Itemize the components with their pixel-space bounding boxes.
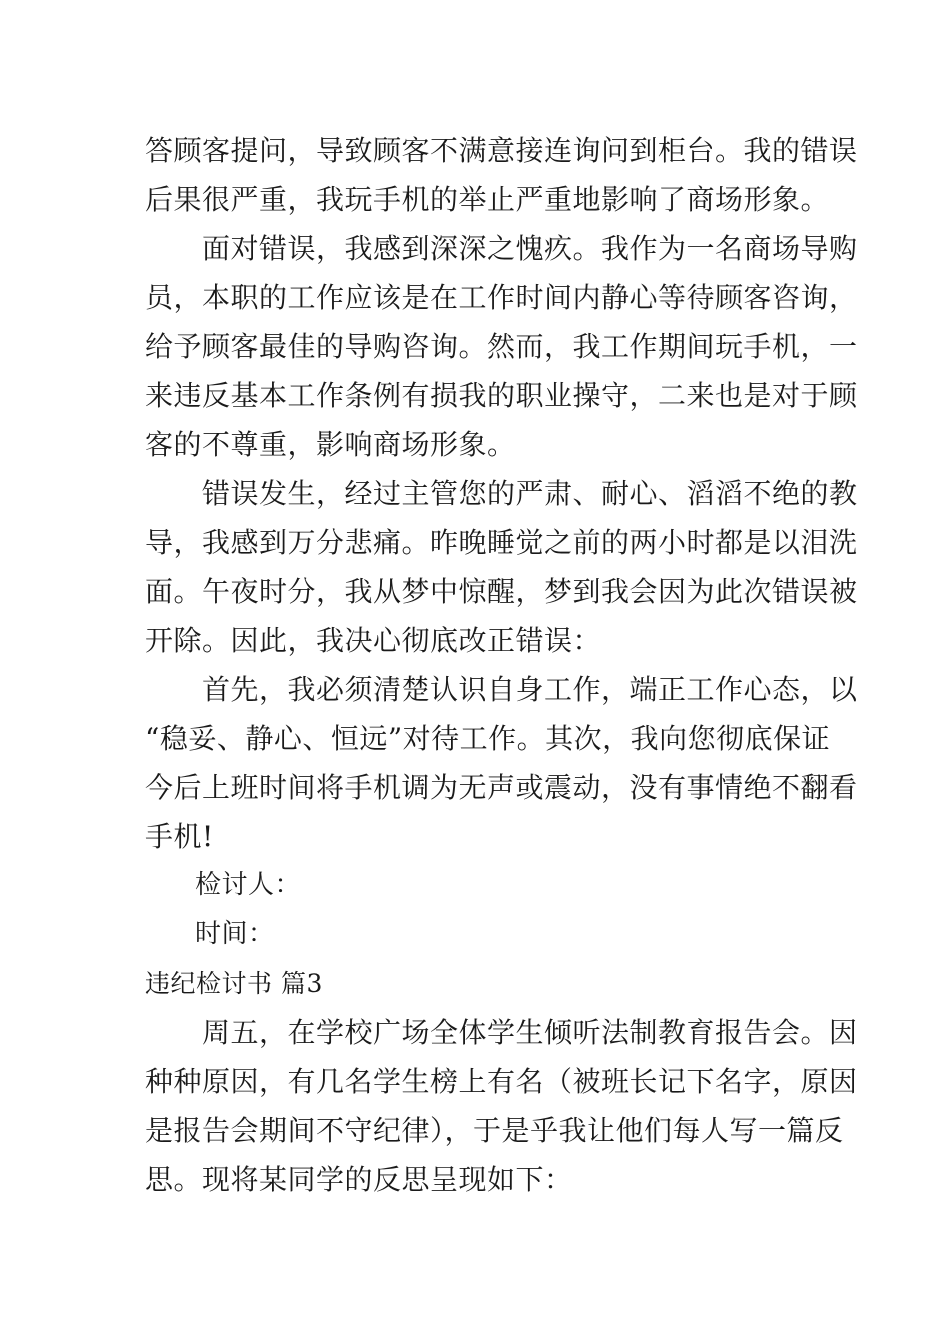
author-label: 检讨人： [195,870,302,900]
text-line: 面。午夜时分，我从梦中惊醒，梦到我会因为此次错误被 [145,575,858,608]
text-line: 后果很严重，我玩手机的举止严重地影响了商场形象。 [145,183,830,216]
paragraph [145,126,858,224]
text-line: 给予顾客最佳的导购咨询。然而，我工作期间玩手机，一 [145,330,858,363]
paragraph [145,1008,858,1204]
text-line: 答顾客提问，导致顾客不满意接连询问到柜台。我的错误 [145,134,858,167]
text-line: 导，我感到万分悲痛。昨晚睡觉之前的两小时都是以泪洗 [145,526,858,559]
text-line: 思。现将某同学的反思呈现如下： [145,1163,573,1196]
text-line: 开除。因此，我决心彻底改正错误： [145,624,602,657]
text-line: 周五，在学校广场全体学生倾听法制教育报告会。因 [202,1016,858,1049]
paragraph [145,224,858,469]
text-line: 员，本职的工作应该是在工作时间内静心等待顾客咨询， [145,281,858,314]
document-body-continued [145,1008,858,1204]
section-heading: 违纪检讨书 篇3 [145,969,323,998]
text-line: 是报告会期间不守纪律），于是乎我让他们每人写一篇反 [145,1114,844,1147]
text-line: 今后上班时间将手机调为无声或震动，没有事情绝不翻看 [145,771,858,804]
text-line: 错误发生，经过主管您的严肃、耐心、滔滔不绝的教 [202,477,858,510]
document-page [145,126,858,1204]
text-line: 客的不尊重，影响商场形象。 [145,428,516,461]
text-line: “稳妥、静心、恒远”对待工作。其次，我向您彻底保证 [145,722,831,755]
paragraph [145,665,858,861]
text-line: 面对错误，我感到深深之愧疚。我作为一名商场导购 [202,232,858,265]
text-line: 首先，我必须清楚认识自身工作，端正工作心态，以 [202,673,858,706]
time-label: 时间： [195,919,275,949]
text-line: 手机! [145,820,214,853]
text-line: 种种原因，有几名学生榜上有名（被班长记下名字，原因 [145,1065,858,1098]
document-body [145,126,858,861]
text-line: 来违反基本工作条例有损我的职业操守，二来也是对于顾 [145,379,858,412]
paragraph [145,469,858,665]
